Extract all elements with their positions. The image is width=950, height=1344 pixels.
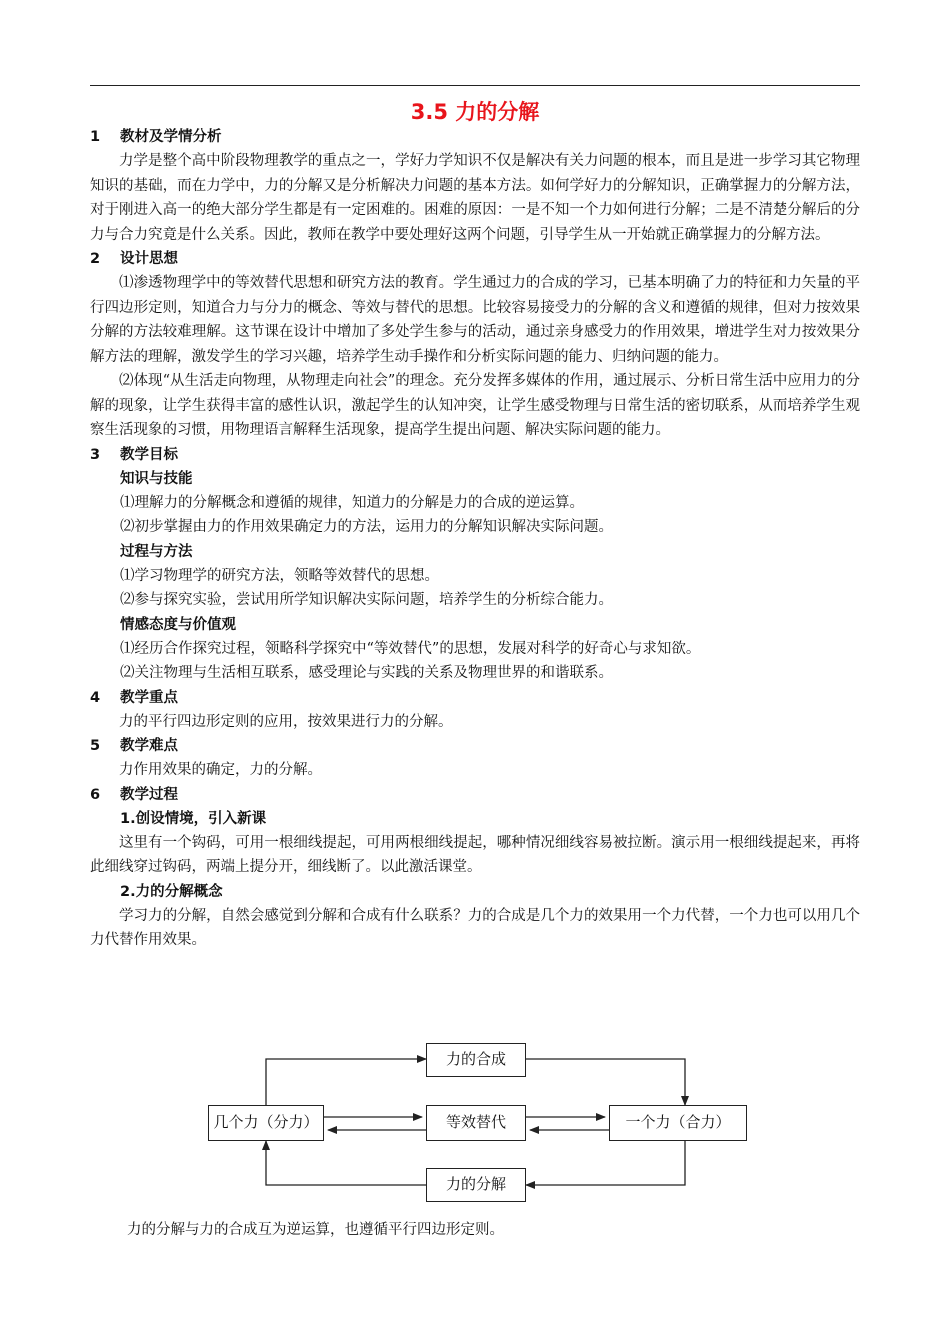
arrow-decomposition-to-left bbox=[266, 1141, 426, 1185]
arrow-composition-to-right bbox=[526, 1059, 685, 1105]
section-5-paragraph: 力作用效果的确定，力的分解。 bbox=[119, 762, 322, 778]
section-number: 1 bbox=[90, 129, 101, 145]
objective-item: ⑴学习物理学的研究方法，领略等效替代的思想。 bbox=[120, 567, 439, 584]
section-6-paragraph-2: 学习力的分解，自然会感觉到分解和合成有什么联系？力的合成是几个力的效果用一个力代替，一个力也可以用几个力代替作用效果。 bbox=[90, 907, 860, 948]
header-rule bbox=[90, 85, 860, 86]
objective-item: ⑵关注物理与生活相互联系，感受理论与实践的关系及物理世界的和谐联系。 bbox=[120, 665, 613, 681]
section-5-heading bbox=[90, 734, 860, 758]
subheading-knowledge: 知识与技能 bbox=[120, 470, 193, 487]
arrow-left-to-composition bbox=[266, 1059, 426, 1105]
section-title: 教材及学情分析 bbox=[120, 129, 222, 145]
section-4-paragraph: 力的平行四边形定则的应用，按效果进行力的分解。 bbox=[119, 713, 453, 730]
section-number: 2 bbox=[90, 251, 101, 267]
section-title: 教学重点 bbox=[120, 689, 178, 706]
section-number: 6 bbox=[90, 786, 101, 803]
section-1-heading bbox=[90, 125, 860, 149]
objective-item: ⑵初步掌握由力的作用效果确定力的方法，运用力的分解知识解决实际问题。 bbox=[120, 519, 613, 535]
equivalence-box: 等效替代 bbox=[426, 1105, 526, 1141]
section-2-heading bbox=[90, 247, 860, 271]
section-1-paragraph: 力学是整个高中阶段物理教学的重点之一，学好力学知识不仅是解决有关力问题的根本，而且是进一步学习其它物理知识的基础，而在力学中，力的分解又是分析解决力问题的基本方法。如何学好力的分解知识，正确掌握力的分解方法，对于刚进入高一的绝大部分学生都是有一定困难的。困难的原因：一是不知一个力如何进行分解；二是不清楚分解后的分力与合力究竟是什么关系。因此，教师在教学中要处理好这两个问题，引导学生从一开始就正确掌握力的分解方法。 bbox=[90, 153, 860, 243]
section-number: 3 bbox=[90, 446, 101, 463]
section-2-paragraph-1: ⑴渗透物理学中的等效替代思想和研究方法的教育。学生通过力的合成的学习，已基本明确了力的特征和力矢量的平行四边形定则，知道合力与分力的概念、等效与替代的思想。比较容易接受力的分解的含义和遵循的规律，但对力按效果分解的方法较难理解。这节课在设计中增加了多处学生参与的活动，通过亲身感受力的作用效果，增进学生对力按效果分解方法的理解，激发学生的学习兴趣，培养学生动手操作和分析实际问题的能力、归纳问题的能力。 bbox=[90, 275, 860, 365]
composition-box: 力的合成 bbox=[426, 1043, 526, 1077]
section-number: 4 bbox=[90, 689, 101, 706]
decomposition-box: 力的分解 bbox=[426, 1168, 526, 1202]
force-relation-diagram bbox=[200, 1035, 760, 1210]
arrow-right-to-decomposition bbox=[526, 1141, 685, 1185]
document-body bbox=[90, 125, 860, 953]
resultant-force-box: 一个力（合力） bbox=[609, 1105, 747, 1141]
section-6-heading bbox=[90, 783, 860, 807]
section-4-heading bbox=[90, 686, 860, 710]
objective-item: ⑵参与探究实验，尝试用所学知识解决实际问题，培养学生的分析综合能力。 bbox=[120, 592, 613, 608]
section-title: 教学目标 bbox=[120, 446, 178, 463]
section-2-paragraph-2: ⑵体现“从生活走向物理，从物理走向社会”的理念。充分发挥多媒体的作用，通过展示、分析日常生活中应用力的分解的现象，让学生获得丰富的感性认识，激起学生的认知冲突，让学生感受物理与日常生活的密切联系，从而培养学生观察生活现象的习惯，用物理语言解释生活现象，提高学生提出问题、解决实际问题的能力。 bbox=[90, 373, 860, 438]
objective-item: ⑴理解力的分解概念和遵循的规律，知道力的分解是力的合成的逆运算。 bbox=[120, 494, 584, 511]
page-title: 3.5 力的分解 bbox=[410, 100, 540, 124]
subheading-attitude: 情感态度与价值观 bbox=[120, 616, 236, 633]
component-forces-box: 几个力（分力） bbox=[208, 1105, 324, 1141]
section-6-paragraph-1: 这里有一个钩码，可用一根细线提起，可用两根细线提起，哪种情况细线容易被拉断。演示用一根细线提起来，再将此细线穿过钩码，两端上提分开，细线断了。以此激活课堂。 bbox=[90, 834, 860, 875]
subheading-intro: 1.创设情境，引入新课 bbox=[120, 810, 267, 827]
section-title: 教学过程 bbox=[120, 786, 178, 803]
section-3-heading bbox=[90, 443, 860, 467]
section-title: 教学难点 bbox=[120, 738, 178, 754]
subheading-process: 过程与方法 bbox=[120, 543, 193, 560]
closing-sentence: 力的分解与力的合成互为逆运算，也遵循平行四边形定则。 bbox=[127, 1222, 504, 1238]
section-title: 设计思想 bbox=[120, 251, 178, 267]
section-number: 5 bbox=[90, 738, 101, 754]
objective-item: ⑴经历合作探究过程，领略科学探究中“等效替代”的思想，发展对科学的好奇心与求知欲。 bbox=[120, 640, 701, 657]
subheading-concept: 2.力的分解概念 bbox=[120, 883, 223, 900]
